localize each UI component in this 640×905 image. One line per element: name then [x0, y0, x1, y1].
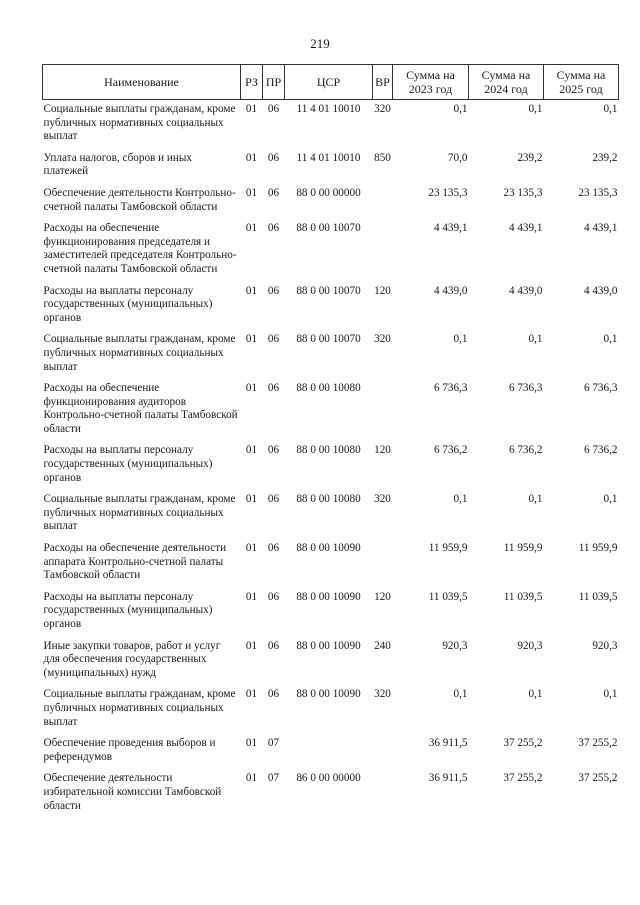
- cell-sum-2024: 239,2: [517, 151, 543, 164]
- cell-pr: 06: [267, 222, 280, 235]
- cell-csr: [285, 732, 373, 767]
- cell-sum-2025: 23 135,3: [578, 186, 618, 199]
- cell-sum-2023: 70,0: [447, 151, 468, 164]
- cell-sum-2025: 0,1: [603, 103, 618, 115]
- header-pr: ПР: [263, 65, 285, 100]
- cell-name: Обеспечение проведения выборов и референдумов: [43, 737, 216, 763]
- cell-pr: 07: [267, 772, 280, 785]
- cell-sum-2023: 920,3: [442, 639, 468, 652]
- cell-sum-2023: 0,1: [453, 333, 468, 346]
- cell-sum-2023: 36 911,5: [428, 737, 468, 750]
- cell-sum-2024: 37 255,2: [503, 737, 543, 750]
- cell-sum-2024: 6 736,3: [508, 382, 543, 395]
- cell-vr: 320: [374, 493, 391, 506]
- cell-pr: 06: [267, 639, 280, 652]
- header-sum-2023: Сумма на 2023 год: [393, 65, 469, 100]
- table-row: [43, 683, 619, 732]
- cell-sum-2025: 0,1: [603, 688, 618, 701]
- cell-pr: 06: [267, 590, 280, 603]
- cell-rz: 01: [245, 688, 258, 701]
- cell-sum-2025: 920,3: [592, 639, 618, 652]
- cell-sum-2023: 6 736,2: [433, 444, 468, 457]
- cell-rz: 01: [245, 493, 258, 506]
- cell-sum-2024: 920,3: [517, 639, 543, 652]
- cell-sum-2023: 4 439,0: [433, 284, 468, 297]
- cell-name: Расходы на выплаты персоналу государственных (муниципальных) органов: [43, 590, 213, 630]
- cell-sum-2024: 0,1: [528, 688, 543, 701]
- table-row: [43, 439, 619, 488]
- cell-vr: 240: [374, 639, 391, 652]
- cell-rz: 01: [245, 542, 258, 555]
- cell-name: Расходы на обеспечение функционирования аудиторов Контрольно-счетной палаты Тамбовской области: [43, 382, 238, 435]
- cell-sum-2023: 0,1: [453, 103, 468, 115]
- header-name: Наименование: [43, 65, 241, 100]
- cell-name: Расходы на выплаты персоналу государственных (муниципальных) органов: [43, 284, 213, 324]
- cell-sum-2025: 11 959,9: [578, 542, 618, 555]
- cell-csr: 88 0 00 10080: [296, 382, 361, 395]
- cell-name: Расходы на выплаты персоналу государственных (муниципальных) органов: [43, 444, 213, 484]
- cell-sum-2025: 37 255,2: [578, 737, 618, 750]
- cell-sum-2023: 11 039,5: [428, 590, 468, 603]
- cell-sum-2023: 11 959,9: [428, 542, 468, 555]
- cell-sum-2024: 6 736,2: [508, 444, 543, 457]
- cell-pr: 06: [267, 382, 280, 395]
- cell-name: Уплата налогов, сборов и иных платежей: [43, 151, 193, 178]
- cell-name: Обеспечение деятельности Контрольно-счетной палаты Тамбовской области: [43, 186, 236, 213]
- cell-csr: 88 0 00 10080: [296, 493, 361, 506]
- cell-csr: 88 0 00 10090: [296, 688, 361, 701]
- cell-pr: 06: [267, 493, 280, 506]
- cell-sum-2024: 4 439,0: [508, 284, 543, 297]
- header-rz: РЗ: [241, 65, 263, 100]
- cell-pr: 06: [267, 186, 280, 199]
- cell-rz: 01: [245, 737, 258, 750]
- cell-sum-2025: 6 736,2: [583, 444, 618, 457]
- cell-vr: 120: [374, 284, 391, 297]
- cell-name: Обеспечение деятельности избирательной комиссии Тамбовской области: [43, 772, 222, 812]
- cell-csr: 88 0 00 10080: [296, 444, 361, 457]
- cell-pr: 06: [267, 284, 280, 297]
- cell-sum-2025: 4 439,0: [583, 284, 618, 297]
- cell-rz: 01: [245, 222, 258, 235]
- cell-sum-2023: 6 736,3: [433, 382, 468, 395]
- table-row: [43, 732, 619, 767]
- table-body: [43, 100, 619, 817]
- cell-rz: 01: [245, 186, 258, 199]
- table-row: [43, 537, 619, 586]
- cell-csr: 88 0 00 00000: [296, 186, 361, 199]
- cell-vr: 320: [374, 688, 391, 701]
- cell-pr: 06: [267, 333, 280, 346]
- cell-pr: 06: [267, 103, 280, 115]
- cell-sum-2024: 4 439,1: [508, 222, 543, 235]
- cell-sum-2024: 11 039,5: [503, 590, 543, 603]
- table-row: [43, 635, 619, 684]
- table-row: [43, 217, 619, 279]
- header-sum-2025: Сумма на 2025 год: [544, 65, 619, 100]
- cell-sum-2025: 4 439,1: [583, 222, 618, 235]
- cell-pr: 06: [267, 688, 280, 701]
- table-header-row: [43, 65, 619, 100]
- cell-sum-2024: 23 135,3: [503, 186, 543, 199]
- cell-pr: 07: [267, 737, 280, 750]
- cell-vr: 850: [374, 151, 391, 164]
- table-row: [43, 488, 619, 537]
- cell-sum-2025: 6 736,3: [583, 382, 618, 395]
- cell-vr: [373, 767, 393, 816]
- cell-sum-2023: 0,1: [453, 688, 468, 701]
- cell-sum-2025: 0,1: [603, 493, 618, 506]
- cell-pr: 06: [267, 151, 280, 164]
- cell-vr: 120: [374, 590, 391, 603]
- cell-rz: 01: [245, 772, 258, 785]
- cell-rz: 01: [245, 284, 258, 297]
- cell-vr: 320: [374, 103, 391, 115]
- cell-sum-2023: 4 439,1: [433, 222, 468, 235]
- cell-sum-2024: 0,1: [528, 333, 543, 346]
- header-sum-2024: Сумма на 2024 год: [469, 65, 544, 100]
- cell-rz: 01: [245, 333, 258, 346]
- cell-rz: 01: [245, 151, 258, 164]
- cell-name: Социальные выплаты гражданам, кроме публичных нормативных социальных выплат: [43, 333, 236, 373]
- cell-vr: 320: [374, 333, 391, 346]
- cell-sum-2024: 37 255,2: [503, 772, 543, 785]
- header-csr: ЦСР: [285, 65, 373, 100]
- cell-rz: 01: [245, 444, 258, 457]
- cell-vr: [373, 217, 393, 279]
- page-number: 219: [310, 36, 330, 51]
- cell-vr: [373, 182, 393, 217]
- cell-sum-2023: 0,1: [453, 493, 468, 506]
- cell-sum-2024: 11 959,9: [503, 542, 543, 555]
- cell-csr: 88 0 00 10090: [296, 542, 361, 555]
- budget-table: [42, 64, 619, 816]
- cell-sum-2025: 37 255,2: [578, 772, 618, 785]
- cell-sum-2025: 239,2: [592, 151, 618, 164]
- cell-csr: 88 0 00 10090: [296, 639, 361, 652]
- cell-rz: 01: [245, 590, 258, 603]
- cell-name: Социальные выплаты гражданам, кроме публичных нормативных социальных выплат: [43, 688, 236, 728]
- cell-name: Иные закупки товаров, работ и услуг для обеспечения государственных (муниципальных) нужд: [43, 639, 221, 679]
- cell-name: Социальные выплаты гражданам, кроме публичных нормативных социальных выплат: [43, 493, 236, 533]
- cell-sum-2024: 0,1: [528, 493, 543, 506]
- cell-vr: [373, 537, 393, 586]
- cell-pr: 06: [267, 444, 280, 457]
- cell-csr: 88 0 00 10070: [296, 222, 361, 235]
- table-row: [43, 147, 619, 182]
- cell-sum-2024: 0,1: [528, 103, 543, 115]
- cell-name: Расходы на обеспечение деятельности аппарата Контрольно-счетной палаты Тамбовской области: [43, 542, 227, 582]
- cell-vr: [373, 732, 393, 767]
- table-row: [43, 280, 619, 329]
- table-row: [43, 328, 619, 377]
- cell-rz: 01: [245, 382, 258, 395]
- cell-csr: 88 0 00 10070: [296, 284, 361, 297]
- cell-sum-2025: 0,1: [603, 333, 618, 346]
- cell-name: Социальные выплаты гражданам, кроме публичных нормативных социальных выплат: [43, 103, 236, 143]
- cell-sum-2023: 23 135,3: [428, 186, 468, 199]
- cell-sum-2025: 11 039,5: [578, 590, 618, 603]
- cell-csr: 88 0 00 10070: [296, 333, 361, 346]
- cell-rz: 01: [245, 103, 258, 115]
- cell-csr: 11 4 01 10010: [296, 103, 361, 115]
- table-row: [43, 586, 619, 635]
- cell-sum-2023: 36 911,5: [428, 772, 468, 785]
- cell-name: Расходы на обеспечение функционирования председателя и заместителей председателя Контрольно-счетной палаты Тамбовской области: [43, 222, 237, 275]
- table-row: [43, 767, 619, 816]
- cell-rz: 01: [245, 639, 258, 652]
- header-vr: ВР: [373, 65, 393, 100]
- table-row: [43, 100, 619, 147]
- cell-vr: 120: [374, 444, 391, 457]
- table-row: [43, 182, 619, 217]
- cell-csr: 86 0 00 00000: [296, 772, 361, 785]
- cell-csr: 11 4 01 10010: [296, 151, 361, 164]
- table-row: [43, 377, 619, 439]
- cell-vr: [373, 377, 393, 439]
- cell-csr: 88 0 00 10090: [296, 590, 361, 603]
- cell-pr: 06: [267, 542, 280, 555]
